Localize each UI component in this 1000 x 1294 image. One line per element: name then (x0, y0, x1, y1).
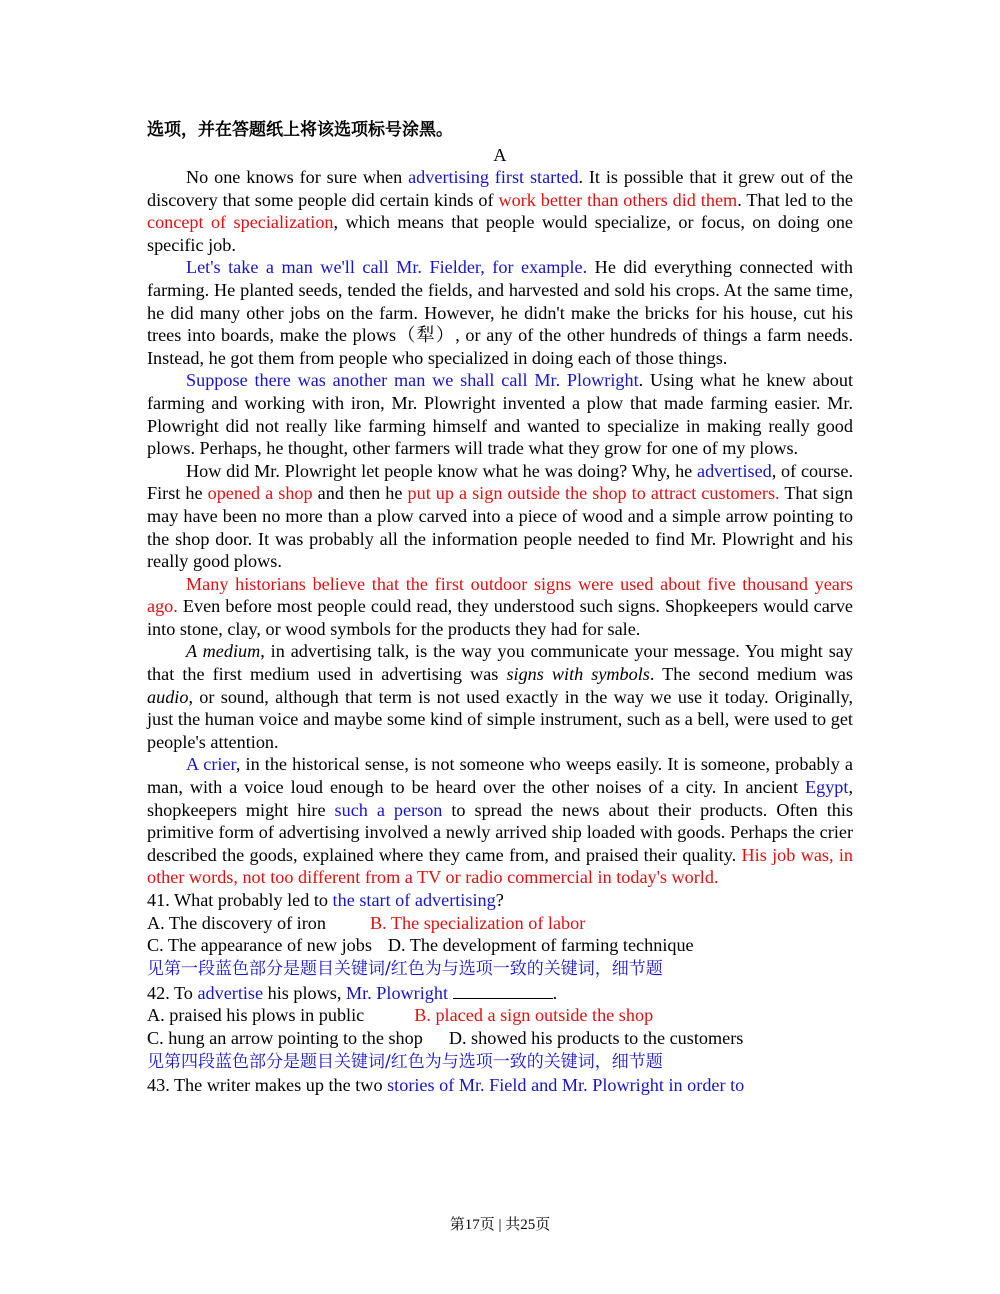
paragraph-5 (147, 573, 853, 641)
question-41-options-ab (147, 912, 853, 935)
question-41-note: 见第一段蓝色部分是题目关键词/红色为与选项一致的关键词，细节题 (147, 958, 663, 979)
answer-blank (453, 981, 553, 999)
keyword-highlight: Suppose there was another man we shall call Mr. Plowright (186, 370, 639, 391)
question-41-stem (147, 889, 853, 912)
text: , or sound, although that term is not used exactly in the way we use it today. Originally, just the human voice and maybe some kind of simple instrument, such as a bell, were used to get people's attention. (147, 686, 853, 752)
keyword-highlight: advertise (197, 982, 264, 1003)
option-b-answer: B. The specialization of labor (369, 912, 586, 933)
paragraph-2 (147, 256, 853, 369)
paragraph-6 (147, 640, 853, 753)
answer-highlight: put up a sign outside the shop to attract customers. (407, 483, 780, 504)
text: Even before most people could read, they understood such signs. Shopkeepers would carve into stone, clay, or wood symbols for the products they had for sale. (147, 596, 853, 639)
text: 42. To (147, 982, 198, 1003)
keyword-highlight: stories of Mr. Field and Mr. Plowright in order to (387, 1074, 745, 1095)
text: . The second medium was (649, 664, 854, 685)
page-content (147, 116, 853, 1096)
text: and then he (312, 483, 408, 504)
text: . (552, 982, 558, 1003)
option-a: A. The discovery of iron (147, 912, 326, 933)
italic-term: signs with symbols (506, 664, 650, 685)
text: , in advertising talk, is the way you communicate your message. You might say that the first medium used in advertising was (147, 641, 853, 685)
option-b-answer: B. placed a sign outside the shop (414, 1005, 654, 1026)
option-a: A. praised his plows in public (147, 1005, 365, 1026)
question-41-options-cd (147, 934, 853, 957)
text: . That led to the (737, 189, 853, 210)
keyword-highlight: advertising first started (408, 167, 579, 187)
keyword-highlight: Let's take a man we'll call Mr. Fielder, for example. (186, 257, 588, 278)
text: That sign may have been no more than a plow carved into a piece of wood and a simple arrow pointing to the shop door. It was probably all the information people needed to find Mr. Plowright and his really good plows. (147, 483, 853, 572)
option-c: C. The appearance of new jobs (147, 935, 372, 956)
instruction-heading: 选项，并在答题纸上将该选项标号涂黑。 (147, 120, 453, 140)
paragraph-7 (147, 753, 853, 889)
question-42-options-cd (147, 1027, 853, 1050)
question-42-note: 见第四段蓝色部分是题目关键词/红色为与选项一致的关键词，细节题 (147, 1051, 663, 1072)
question-42-stem (147, 981, 853, 1005)
keyword-highlight: such a person (334, 799, 443, 820)
keyword-highlight: advertised (697, 460, 772, 481)
option-d: D. showed his products to the customers (448, 1027, 744, 1048)
keyword-highlight: A crier (186, 754, 236, 775)
paragraph-3 (147, 369, 853, 459)
keyword-highlight: the start of advertising (332, 890, 496, 910)
answer-highlight: opened a shop (207, 483, 313, 504)
paragraph-4 (147, 460, 853, 573)
text: , shopkeepers might hire (147, 777, 853, 820)
option-c: C. hung an arrow pointing to the shop (147, 1027, 423, 1048)
italic-term: A medium (186, 641, 261, 662)
text: 41. What probably led to (147, 890, 333, 910)
text: . Using what he knew about farming and working with iron, Mr. Plowright invented a plow that made farming easier. Mr. Plowright did not really like farming himself and wanted to specialize in making really good plows. Perhaps, he thought, other farmers will trade what they grow for one of my plows. (147, 370, 853, 459)
keyword-highlight: Egypt (805, 777, 849, 798)
section-title: A (493, 145, 507, 165)
text: , which means that people would specialize, or focus, on doing one specific job. (147, 212, 853, 255)
answer-highlight: work better than others did them (498, 189, 738, 210)
answer-highlight: concept of specialization (147, 212, 334, 233)
question-43-stem (147, 1074, 853, 1097)
text: , in the historical sense, is not someone who weeps easily. It is someone, probably a man, with a voice loud enough to be heard over the other noises of a city. In ancient (147, 754, 853, 798)
page-footer: 第17页 | 共25页 (449, 1217, 551, 1233)
option-d: D. The development of farming technique (387, 935, 694, 956)
paragraph-1 (147, 166, 853, 256)
italic-term: audio (147, 686, 189, 707)
text: . It is possible that it grew out of the discovery that some people did certain kinds of (147, 167, 854, 210)
answer-highlight: Many historians believe that the first outdoor signs were used about five thousand years ago. (147, 573, 853, 617)
text: ? (495, 890, 504, 910)
keyword-highlight: Mr. Plowright (345, 982, 449, 1003)
text: , of course. First he (147, 460, 853, 504)
question-42-options-ab (147, 1004, 853, 1027)
text: 43. The writer makes up the two (147, 1074, 388, 1095)
text: to spread the news about their products. Often this primitive form of advertising involved a newly arrived ship loaded with goods. Perhaps the crier described the goods, explained where they came from, and praised their quality. (147, 799, 853, 865)
text: How did Mr. Plowright let people know what he was doing? Why, he (186, 460, 697, 481)
text: No one knows for sure when (186, 167, 409, 187)
answer-highlight: His job was, in other words, not too different from a TV or radio commercial in today's world. (147, 844, 853, 888)
text: He did everything connected with farming. He planted seeds, tended the fields, and harvested and sold his crops. At the same time, he did many other jobs on the farm. However, he didn't make the bricks for his house, cut his trees into boards, make the plows（犁）, or any of the other hundreds of things a farm needs. Instead, he got them from people who specialized in doing each of those things. (147, 257, 853, 368)
text: his plows, (263, 982, 346, 1003)
